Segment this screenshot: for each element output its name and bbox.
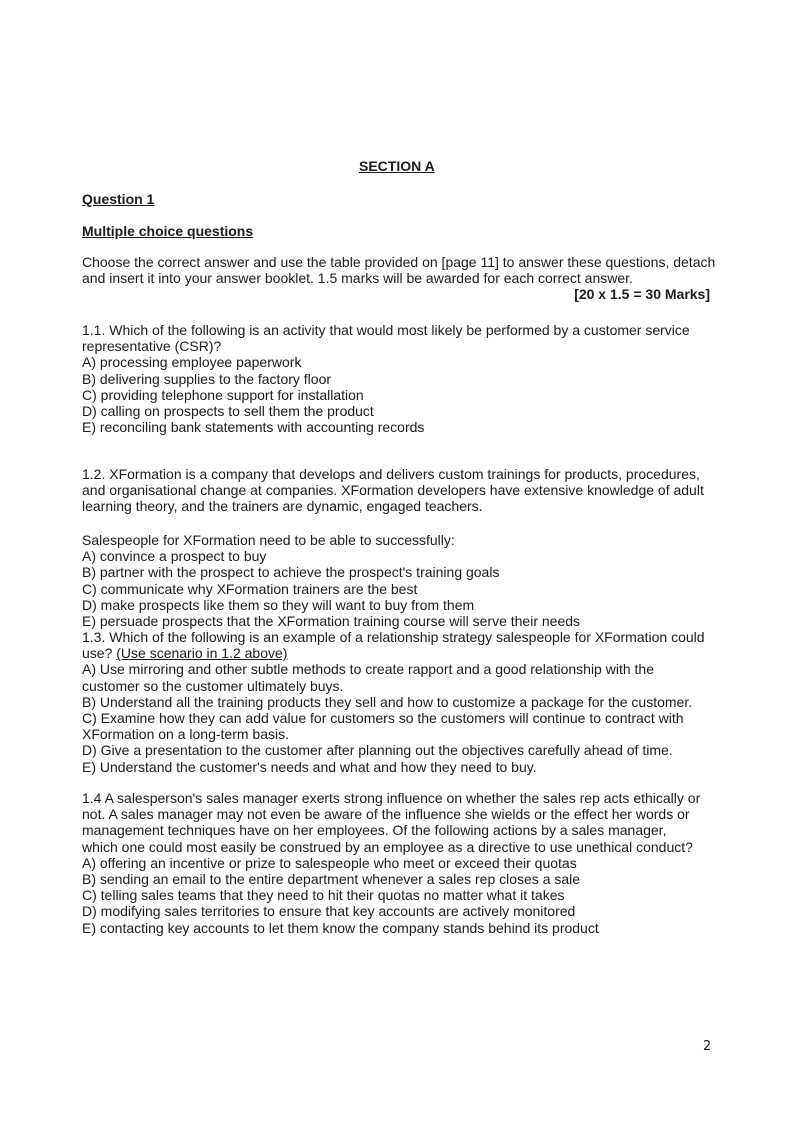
option: E) Understand the customer's needs and what and how they need to buy. — [82, 758, 537, 775]
option: A) convince a prospect to buy — [82, 548, 267, 565]
subtitle: Multiple choice questions — [82, 223, 254, 239]
question-text: not. A sales manager may not even be aware of the influence she wields or the effect her words or — [82, 806, 690, 823]
option: D) Give a presentation to the customer after planning out the objectives carefully ahead of time. — [82, 742, 673, 759]
page-number: 2 — [703, 1039, 712, 1054]
question-text: which one could most easily be construed by an employee as a directive to use unethical conduct? — [82, 838, 693, 855]
option: B) sending an email to the entire department whenever a sales rep closes a sale — [82, 871, 581, 888]
option: C) communicate why XFormation trainers are the best — [82, 580, 418, 597]
question-1-4 — [82, 790, 722, 936]
option: D) calling on prospects to sell them the product — [82, 403, 374, 420]
scenario-reference: (Use scenario in 1.2 above) — [116, 645, 288, 662]
option: customer so the customer ultimately buys. — [82, 677, 344, 694]
scenario-text: learning theory, and the trainers are dynamic, engaged teachers. — [82, 498, 483, 515]
option: C) telling sales teams that they need to hit their quotas no matter what it takes — [82, 887, 565, 904]
section-title: SECTION A — [359, 158, 435, 174]
question-title: Question 1 — [82, 191, 155, 207]
question-text: use? — [82, 645, 117, 662]
marks: [20 x 1.5 = 30 Marks] — [574, 286, 710, 303]
option: B) delivering supplies to the factory floor — [82, 370, 332, 387]
option: D) modifying sales territories to ensure that key accounts are actively monitored — [82, 903, 576, 920]
option: B) partner with the prospect to achieve the prospect's training goals — [82, 564, 500, 581]
option: C) Examine how they can add value for customers so the customers will continue to contract with — [82, 710, 684, 727]
option: D) make prospects like them so they will want to buy from them — [82, 596, 475, 613]
option: A) offering an incentive or prize to salespeople who meet or exceed their quotas — [82, 854, 577, 871]
question-1-3 — [82, 629, 722, 775]
option: A) Use mirroring and other subtle methods to create rapport and a good relationship with the — [82, 661, 654, 678]
option: E) contacting key accounts to let them know the company stands behind its product — [82, 919, 599, 936]
question-text: management techniques have on her employees. Of the following actions by a sales manager, — [82, 822, 667, 839]
scenario-text: 1.2. XFormation is a company that develops and delivers custom trainings for products, procedures, — [82, 466, 700, 482]
text-line: and insert it into your answer booklet. 1.5 marks will be awarded for each correct answer. — [82, 270, 633, 287]
question-text: 1.4 A salesperson's sales manager exerts strong influence on whether the sales rep acts ethically or — [82, 790, 701, 806]
question-text: representative (CSR)? — [82, 338, 222, 355]
option: E) persuade prospects that the XFormation training course will serve their needs — [82, 613, 581, 630]
option: E) reconciling bank statements with accounting records — [82, 419, 425, 436]
scenario-text: and organisational change at companies. XFormation developers have extensive knowledge of adult — [82, 482, 704, 499]
question-text: Salespeople for XFormation need to be able to successfully: — [82, 532, 455, 548]
option: A) processing employee paperwork — [82, 354, 302, 371]
text-line: Choose the correct answer and use the table provided on [page 11] to answer these questions, detach — [82, 254, 716, 270]
question-1-1 — [82, 322, 722, 435]
option: XFormation on a long-term basis. — [82, 726, 289, 743]
question-1-2-scenario — [82, 466, 722, 515]
question-text: 1.1. Which of the following is an activity that would most likely be performed by a customer service — [82, 322, 690, 338]
question-1-2 — [82, 532, 722, 629]
question-text: 1.3. Which of the following is an example of a relationship strategy salespeople for XFormation could — [82, 629, 705, 645]
option: B) Understand all the training products they sell and how to customize a package for the customer. — [82, 693, 693, 710]
instructions — [82, 254, 722, 303]
option: C) providing telephone support for installation — [82, 386, 364, 403]
